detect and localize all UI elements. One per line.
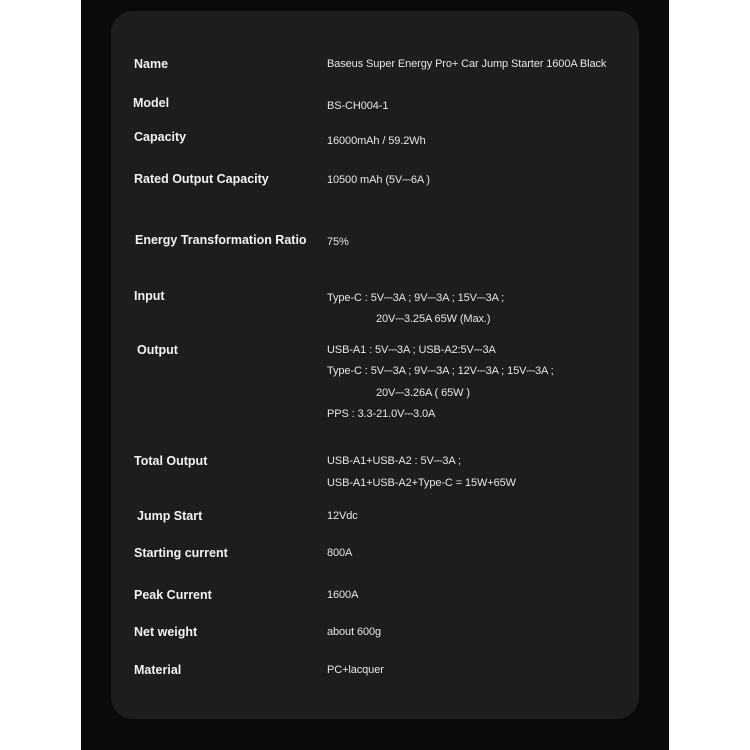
spec-value-output-line: PPS : 3.3-21.0V⎓3.0A — [327, 408, 436, 420]
spec-label-capacity: Capacity — [134, 130, 187, 144]
spec-label-total-output: Total Output — [134, 454, 208, 468]
spec-label-input: Input — [134, 289, 165, 303]
spec-label-name: Name — [134, 57, 169, 71]
spec-label-output: Output — [137, 343, 178, 357]
spec-label-starting-current: Starting current — [134, 546, 228, 560]
spec-label-model: Model — [133, 96, 170, 110]
spec-value-capacity: 16000mAh / 59.2Wh — [327, 135, 426, 147]
spec-value-rated-output-capacity: 10500 mAh (5V⎓6A ) — [327, 174, 430, 186]
spec-value-peak-current: 1600A — [327, 589, 359, 601]
spec-value-jump-start: 12Vdc — [327, 510, 358, 522]
spec-label-net-weight: Net weight — [134, 625, 198, 639]
spec-value-starting-current: 800A — [327, 547, 353, 559]
spec-value-input-line: Type-C : 5V⎓3A ; 9V⎓3A ; 15V⎓3A ; — [327, 292, 505, 304]
spec-value-name: Baseus Super Energy Pro+ Car Jump Starter 1600A Black — [327, 58, 607, 70]
spec-value-total-output-line: USB-A1+USB-A2 : 5V⎓3A ; — [327, 455, 461, 467]
spec-value-energy-transformation-ratio: 75% — [327, 236, 349, 248]
spec-value-total-output-line: USB-A1+USB-A2+Type-C = 15W+65W — [327, 477, 516, 489]
spec-label-energy-transformation-ratio: Energy Transformation Ratio — [135, 233, 307, 247]
spec-value-input-line: 20V⎓3.25A 65W (Max.) — [376, 313, 491, 325]
spec-label-jump-start: Jump Start — [137, 509, 203, 523]
spec-value-net-weight: about 600g — [327, 626, 382, 638]
spec-label-peak-current: Peak Current — [134, 588, 212, 602]
spec-value-output-line: USB-A1 : 5V⎓3A ; USB-A2:5V⎓3A — [327, 344, 496, 356]
spec-value-output-line: 20V⎓3.26A ( 65W ) — [376, 387, 470, 399]
spec-value-model: BS-CH004-1 — [327, 100, 389, 112]
spec-label-material: Material — [134, 663, 182, 677]
spec-value-material: PC+lacquer — [327, 664, 384, 676]
spec-value-output-line: Type-C : 5V⎓3A ; 9V⎓3A ; 12V⎓3A ; 15V⎓3A ; — [327, 365, 554, 377]
spec-label-rated-output-capacity: Rated Output Capacity — [134, 172, 269, 186]
